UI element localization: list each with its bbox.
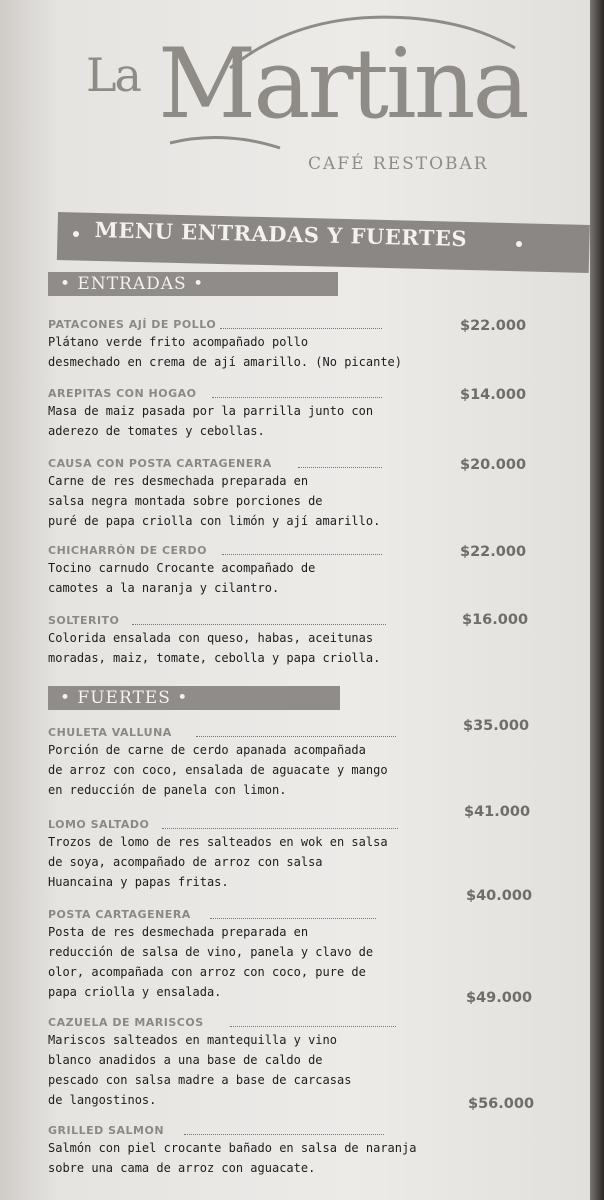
banner-bullet-left-icon [73, 231, 79, 237]
item-name: CAZUELA DE MARISCOS [48, 1016, 204, 1029]
menu-item [48, 544, 568, 595]
item-description: Tocino carnudo Crocante acompañado de camotes a la naranja y cilantro. [48, 561, 316, 595]
item-price: $35.000 [463, 718, 530, 734]
item-description: Mariscos salteados en mantequilla y vino blanco anadidos a una base de caldo de pescado con salsa madre a base de carcasas de langostinos. [48, 1033, 352, 1107]
item-description: Porción de carne de cerdo apanada acompañada de arroz con coco, ensalada de aguacate y mango en reducción de panela con limon. [48, 743, 388, 797]
item-price: $16.000 [462, 612, 529, 628]
item-price: $22.000 [460, 544, 527, 560]
menu-item [48, 1096, 568, 1175]
section-header-fuertes: • FUERTES • [48, 686, 340, 710]
item-leader [298, 467, 382, 468]
page-edge-shadow [590, 0, 604, 1200]
item-name: CAUSA CON POSTA CARTAGENERA [48, 457, 272, 470]
item-description: Colorida ensalada con queso, habas, aceitunas moradas, maiz, tomate, cebolla y papa criolla. [48, 631, 381, 665]
section-header-entradas: • ENTRADAS • [48, 272, 338, 296]
item-description: Carne de res desmechada preparada en salsa negra montada sobre porciones de puré de papa criolla con limón y ají amarillo. [48, 474, 381, 528]
item-leader [222, 554, 382, 555]
brand-logo [80, 8, 527, 188]
item-name: CHULETA VALLUNA [48, 726, 172, 739]
item-name: POSTA CARTAGENERA [48, 908, 191, 921]
menu-item [48, 457, 568, 528]
item-price: $41.000 [464, 804, 531, 820]
item-name: AREPITAS CON HOGAO [48, 387, 197, 400]
item-description: Posta de res desmechada preparada en reducción de salsa de vino, panela y clavo de olor, acompañada con arroz con coco, pure de papa criolla y ensalada. [48, 925, 374, 999]
item-price: $40.000 [466, 888, 533, 904]
menu-item [48, 387, 568, 438]
item-name: SOLTERITO [48, 614, 120, 627]
item-description: Plátano verde frito acompañado pollo desmechado en crema de ají amarillo. (No picante) [48, 335, 403, 369]
brand-tagline: CAFÉ RESTOBAR [308, 154, 489, 174]
item-price: $20.000 [460, 457, 527, 473]
brand-name: Martina [158, 28, 527, 140]
item-leader [132, 624, 386, 625]
item-name: GRILLED SALMON [48, 1124, 165, 1137]
item-leader [162, 828, 398, 829]
item-leader [210, 918, 376, 919]
item-description: Trozos de lomo de res salteados en wok en salsa de soya, acompañado de arroz con salsa Huancaina y papas fritas. [48, 835, 388, 889]
item-description: Masa de maiz pasada por la parrilla junto con aderezo de tomates y cebollas. [48, 404, 374, 438]
item-name: CHICHARRÓN DE CERDO [48, 544, 208, 557]
item-name: PATACONES AJÍ DE POLLO [48, 318, 217, 331]
brand-prefix: La [86, 48, 140, 102]
menu-item [48, 318, 568, 369]
menu-title: MENU ENTRADAS Y FUERTES [94, 217, 468, 252]
item-name: LOMO SALTADO [48, 818, 150, 831]
item-leader [196, 736, 396, 737]
item-leader [212, 397, 382, 398]
item-leader [220, 328, 382, 329]
item-leader [184, 1134, 384, 1135]
item-price: $14.000 [460, 387, 527, 403]
banner-bullet-right-icon [516, 241, 522, 247]
menu-item [48, 718, 568, 797]
item-price: $49.000 [466, 990, 533, 1006]
item-price: $22.000 [460, 318, 527, 334]
item-leader [230, 1026, 396, 1027]
menu-item [48, 990, 568, 1107]
item-price: $56.000 [468, 1096, 535, 1112]
menu-item [48, 804, 568, 889]
menu-item [48, 888, 568, 999]
menu-item [48, 612, 568, 665]
item-description: Salmón con piel crocante bañado en salsa de naranja sobre una cama de arroz con aguacate. [48, 1141, 417, 1175]
